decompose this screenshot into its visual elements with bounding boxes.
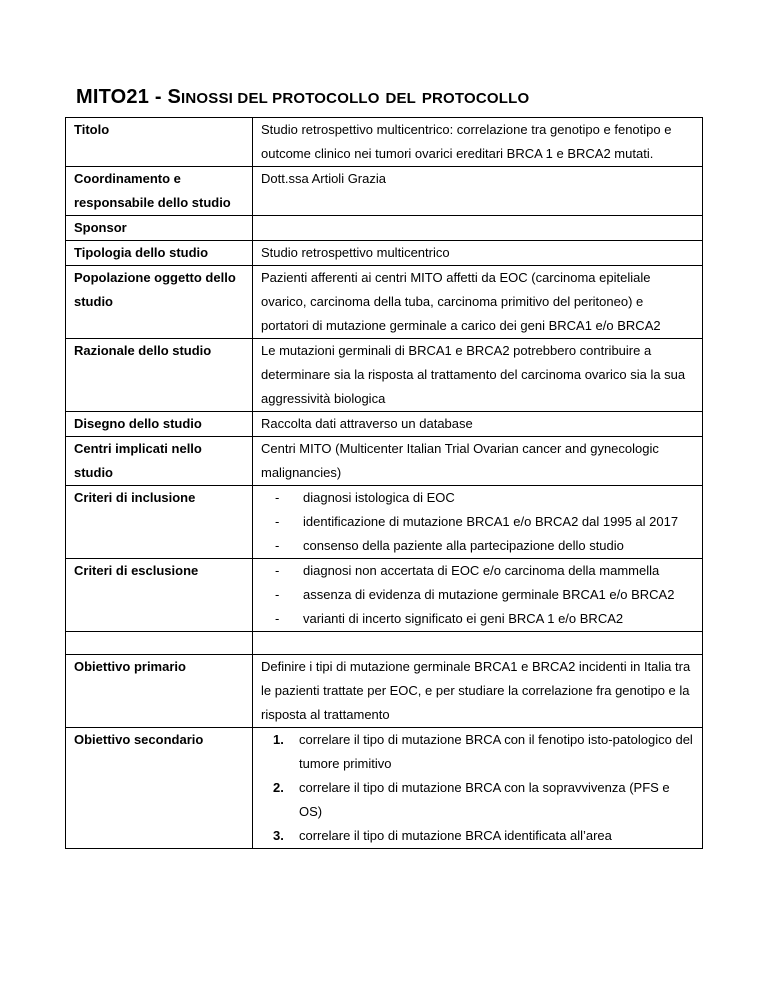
row-label: Popolazione oggetto dello studio [66, 266, 253, 339]
list-item: - diagnosi non accertata di EOC e/o carcinoma della mammella [275, 563, 660, 578]
list-item: - assenza di evidenza di mutazione germinale BRCA1 e/o BRCA2 [275, 587, 675, 602]
secondary-label: Obiettivo secondario [66, 728, 253, 849]
document-title: MITO21 - SINOSSI DEL PROTOCOLLO DEL PROTOCOLLO [76, 86, 530, 108]
row-value: Pazienti afferenti ai centri MITO affetti da EOC (carcinoma epiteliale ovarico, carcinoma della tuba, carcinoma primitivo del peritoneo) e portatori di mutazione germinale a carico dei geni BRCA1 e/o BRCA2 [253, 266, 703, 339]
row-value: Le mutazioni germinali di BRCA1 e BRCA2 potrebbero contribuire a determinare sia la risposta al trattamento del carcinoma ovarico sia la sua aggressività biologica [253, 339, 703, 412]
list-item: - diagnosi istologica di EOC [275, 490, 455, 505]
table-row-empty [66, 632, 703, 655]
row-value [253, 216, 703, 241]
synopsis-table [65, 117, 703, 849]
table-row [66, 216, 703, 241]
list-item: - consenso della paziente alla partecipazione dello studio [275, 538, 624, 553]
table-row [66, 486, 703, 559]
row-label: Tipologia dello studio [66, 241, 253, 266]
row-label: Titolo [66, 118, 253, 167]
exclusion-list [253, 559, 703, 632]
row-value: Dott.ssa Artioli Grazia [253, 167, 703, 216]
row-label: Disegno dello studio [66, 412, 253, 437]
exclusion-label: Criteri di esclusione [66, 559, 253, 632]
table-row [66, 266, 703, 339]
row-label: Centri implicati nello studio [66, 437, 253, 486]
table-row [66, 241, 703, 266]
row-value: Studio retrospettivo multicentrico: correlazione tra genotipo e fenotipo e outcome clinico nei tumori ovarici ereditari BRCA 1 e BRCA2 mutati. [253, 118, 703, 167]
inclusion-label: Criteri di inclusione [66, 486, 253, 559]
row-value: Centri MITO (Multicenter Italian Trial Ovarian cancer and gynecologic malignancies) [253, 437, 703, 486]
list-item: 2. correlare il tipo di mutazione BRCA con la sopravvivenza (PFS e OS) [273, 780, 670, 819]
table-row [66, 437, 703, 486]
table-row [66, 655, 703, 728]
list-item: - identificazione di mutazione BRCA1 e/o BRCA2 dal 1995 al 2017 [275, 514, 679, 529]
table-row [66, 559, 703, 632]
row-value: Studio retrospettivo multicentrico [253, 241, 703, 266]
row-label: Razionale dello studio [66, 339, 253, 412]
inclusion-list [253, 486, 703, 559]
secondary-list [253, 728, 703, 849]
list-item: 3. correlare il tipo di mutazione BRCA identificata all’area [273, 828, 612, 843]
table-row [66, 339, 703, 412]
primary-label: Obiettivo primario [66, 655, 253, 728]
table-row [66, 728, 703, 849]
table-row [66, 412, 703, 437]
table-row [66, 167, 703, 216]
row-label: Sponsor [66, 216, 253, 241]
row-value: Raccolta dati attraverso un database [253, 412, 703, 437]
list-item: 1. correlare il tipo di mutazione BRCA con il fenotipo isto-patologico del tumore primitivo [273, 732, 693, 771]
primary-value: Definire i tipi di mutazione germinale BRCA1 e BRCA2 incidenti in Italia tra le pazienti trattate per EOC, e per studiare la correlazione fra genotipo e la risposta al trattamento [253, 655, 703, 728]
table-row [66, 118, 703, 167]
list-item: - varianti di incerto significato ei geni BRCA 1 e/o BRCA2 [275, 611, 624, 626]
row-label: Coordinamento e responsabile dello studio [66, 167, 253, 216]
